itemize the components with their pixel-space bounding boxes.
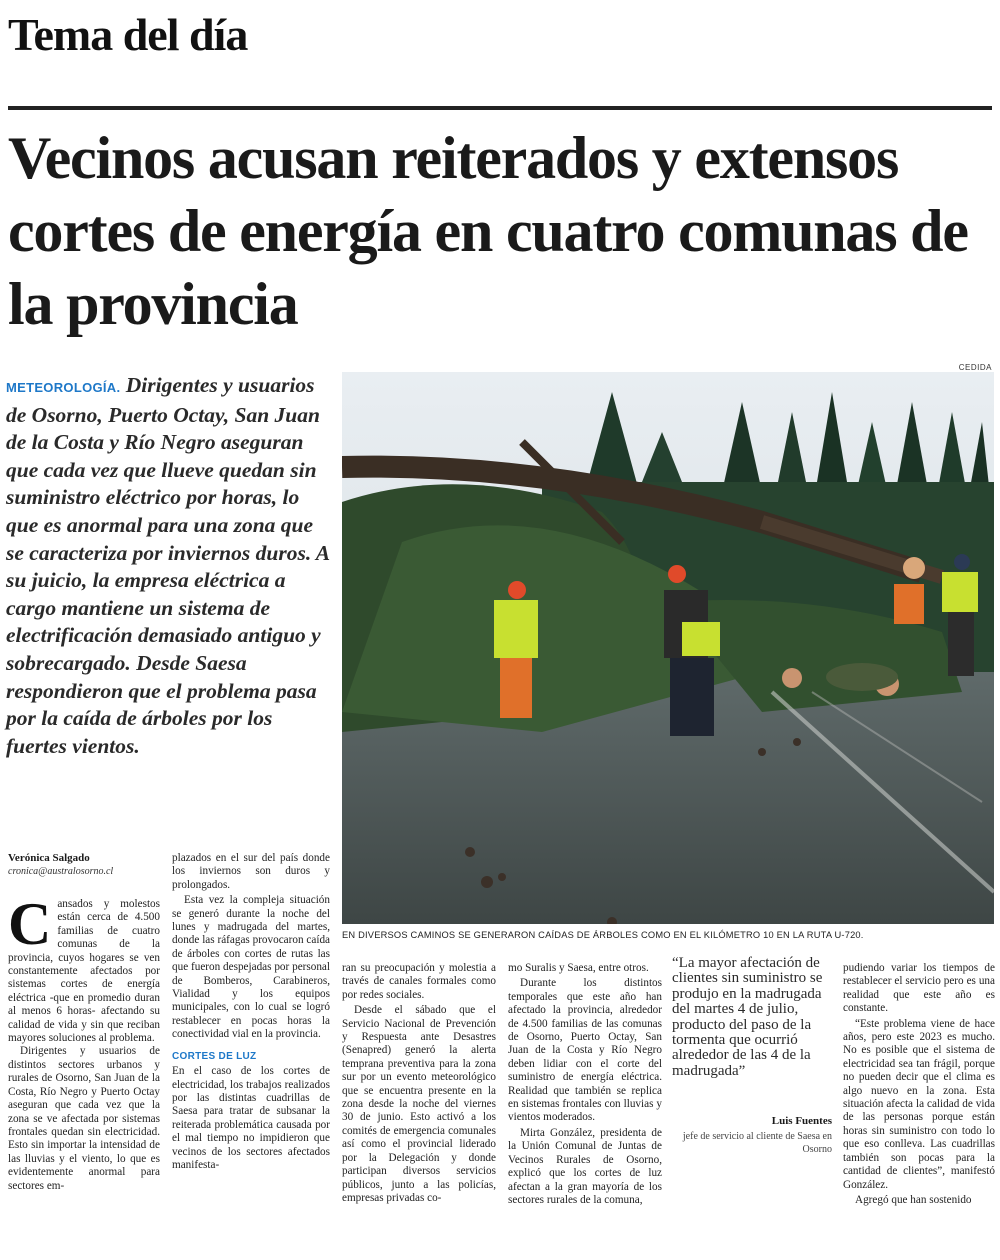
author-email: cronica@australosorno.cl: [8, 866, 114, 877]
lead-kicker: METEOROLOGÍA.: [6, 380, 121, 395]
drop-cap: C: [8, 891, 52, 957]
headline: Vecinos acusan reiterados y extensos cortes de energía en cuatro comunas de la provincia: [8, 125, 968, 337]
pull-quote: “La mayor afectación de clientes sin suministro se produjo en la madrugada del martes 4 de julio, producto del paso de la tormenta que ocurrió alrededor de las 4 de la madrugada”: [672, 955, 823, 1079]
body-paragraph: Mirta González, presidenta de la Unión Comunal de Juntas de Vecinos Rurales de Osorno, explicó que los cortes de luz afectan a la gran mayoría de los sectores rurales de la comuna,: [508, 1126, 662, 1206]
article-column-6: [843, 962, 995, 1207]
section-title: Tema del día: [8, 9, 248, 60]
fallen-trees-illustration: [342, 372, 994, 924]
article-column-2: [172, 852, 330, 1172]
subhead-cortes-de-luz: CORTES DE LUZ: [172, 1050, 257, 1062]
article-column-4: [508, 962, 662, 1207]
body-paragraph: Agregó que han sostenido: [855, 1193, 972, 1206]
quote-author: Luis Fuentes: [771, 1115, 832, 1127]
lead-paragraph: [6, 372, 332, 760]
section-divider: [8, 106, 992, 110]
article-column-1: [8, 891, 160, 1193]
photo-credit: CEDIDA: [958, 363, 992, 372]
body-paragraph: mo Suralis y Saesa, entre otros.: [508, 962, 649, 974]
byline: [8, 852, 168, 877]
body-paragraph: En el caso de los cortes de electricidad, los trabajos realizados por las distintas cuadrillas de Saesa para tratar de subsanar la reiterada problemática causada por el mal tiempo no impidieron que vecinos de los sectores afectados manifesta-: [172, 1065, 330, 1171]
lead-text: Dirigentes y usuarios de Osorno, Puerto Octay, San Juan de la Costa y Río Negro aseguran que cada vez que llueve quedan sin suministro eléctrico por horas, lo que es anormal para una zona que se caracteriza por inviernos duros. A su juicio, la empresa eléctrica a cargo mantiene un sistema de electrificación demasiado antiguo y sobrecargado. Desde Saesa respondieron que el problema pasa por la caída de árboles por los fuertes vientos.: [6, 373, 329, 758]
body-paragraph: “Este problema viene de hace años, pero este 2023 es mucho. No es posible que el sistema de electricidad sea tan frágil, porque no pueden decir que el clima es algo nuevo en la zona. Esta situación afecta la calidad de vida de las personas porque están horas sin suministro con todo lo que eso conlleva. Las cuadrillas también son pocas para la cantidad de clientes”, manifestó González.: [843, 1017, 995, 1191]
body-paragraph: Esta vez la compleja situación se generó durante la noche del lunes y madrugada del martes, donde las ráfagas provocaron caída de árboles con cortes de rutas las que fueron despejadas por personal de Bomberos, Carabineros, Vialidad y los equipos municipales, con lo cual se logró restablecer en pocas horas la conectividad vial en la provincia.: [172, 894, 330, 1041]
article-column-3: [342, 962, 496, 1205]
body-paragraph: ansados y molestos están cerca de 4.500 familias de cuatro comunas de la provincia, cuyos hogares se ven constantemente afectados por sistemas cortes de energía eléctrica -que en promedio duran al menos 6 horas- afectando su calidad de vida y sin que reciban mayores soluciones al problema.: [8, 898, 160, 1045]
body-paragraph: Durante los distintos temporales que este año han afectado la provincia, alrededor de 4.500 familias de las comunas de Osorno, Puerto Octay, San Juan de la Costa y Río Negro deben lidiar con el corte del suministro de energía eléctrica. Realidad que también se replica en sistemas frontales con lluvias y vientos moderados.: [508, 977, 662, 1124]
body-paragraph: Dirigentes y usuarios de distintos sectores urbanos y rurales de Osorno, San Juan de la Costa, Río Negro y Puerto Octay aseguran que cada vez que la zona se ve afectada por sistemas frontales quedan sin electricidad. Esto sin importar la intensidad de las lluvias y el viento, lo que es evidentemente anormal para sectores em-: [8, 1045, 160, 1192]
body-paragraph: plazados en el sur del país donde los inviernos son duros y prolongados.: [172, 852, 330, 891]
quote-author-role: jefe de servicio al cliente de Saesa en Osorno: [682, 1131, 832, 1155]
body-paragraph: ran su preocupación y molestia a través de canales formales como por redes sociales.: [342, 962, 496, 1001]
photo-caption: EN DIVERSOS CAMINOS SE GENERARON CAÍDAS DE ÁRBOLES COMO EN EL KILÓMETRO 10 EN LA RUTA U-720.: [342, 930, 864, 940]
news-photo: [342, 372, 994, 924]
body-paragraph: Desde el sábado que el Servicio Nacional de Prevención y Respuesta ante Desastres (Senapred) generó la alerta temprana preventiva para la zona sur por un evento meteorológico que se encuentra presente en la zona desde la noche del viernes 30 de junio. Esto activó a los comités de emergencia comunales así como el provincial liderado por la Delegación y donde participan diversos servicios públicos, junto a las policías, empresas privadas co-: [342, 1004, 496, 1204]
author-name: Verónica Salgado: [8, 852, 90, 864]
worker-figure: [494, 581, 538, 718]
body-paragraph: pudiendo variar los tiempos de restablecer el servicio pero es una realidad que este año es constante.: [843, 962, 995, 1015]
